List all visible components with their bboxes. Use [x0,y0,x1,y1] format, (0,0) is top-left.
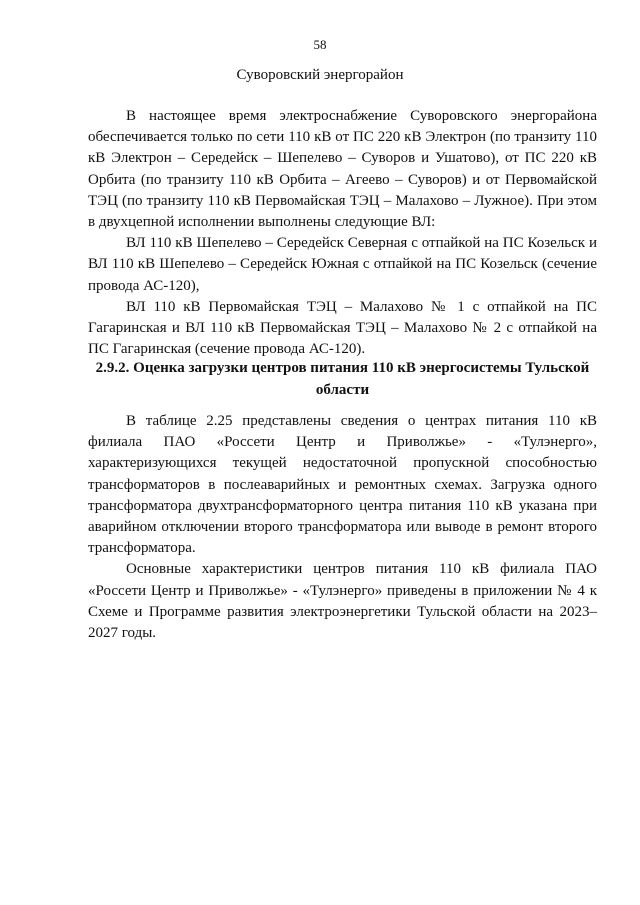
text-block-power-district [88,106,597,360]
page-number: 58 [313,37,327,52]
subsection-title: Суворовский энергорайон [236,67,404,83]
paragraph: В таблице 2.25 представлены сведения о центрах питания 110 кВ филиала ПАО «Россети Центр и Приволжье» - «Тулэнерго», характеризующихся текущей недостаточной пропускной способностью трансформаторов в послеаварийных и ремонтных схемах. Загрузка одного трансформатора двухтрансформаторного центра питания 110 кВ указана при аварийном отключении второго трансформатора или выводе в ремонт второго трансформатора. [88,413,597,557]
paragraph: ВЛ 110 кВ Первомайская ТЭЦ – Малахово № 1 с отпайкой на ПС Гагаринская и ВЛ 110 кВ Первомайская ТЭЦ – Малахово № 2 с отпайкой на ПС Гагаринская (сечение провода АС-120). [88,298,597,358]
paragraph: ВЛ 110 кВ Шепелево – Середейск Северная с отпайкой на ПС Козельск и ВЛ 110 кВ Шепелево – Середейск Южная с отпайкой на ПС Козельск (сечение провода АС-120), [88,235,597,294]
paragraph: Основные характеристики центров питания 110 кВ филиала ПАО «Россети Центр и Приволжье» - «Тулэнерго» приведены в приложении № 4 к Схеме и Программе развития электроэнергетики Тульской области на 2023–2027 годы. [88,561,597,642]
text-block-load-assessment [88,411,597,644]
paragraph: В настоящее время электроснабжение Суворовского энергорайона обеспечивается только по сети 110 кВ от ПС 220 кВ Электрон (по транзиту 110 кВ Электрон – Середейск – Шепелево – Суворов и Ушатово), от ПС 220 кВ Орбита (по транзиту 110 кВ Орбита – Агеево – Суворов) и от Первомайской ТЭЦ (по транзиту 110 кВ Первомайская ТЭЦ – Малахово – Лужное). При этом в двухцепной исполнении выполнены следующие ВЛ: [88,108,597,231]
section-heading: 2.9.2. Оценка загрузки центров питания 110 кВ энергосистемы Тульской области [95,360,590,398]
